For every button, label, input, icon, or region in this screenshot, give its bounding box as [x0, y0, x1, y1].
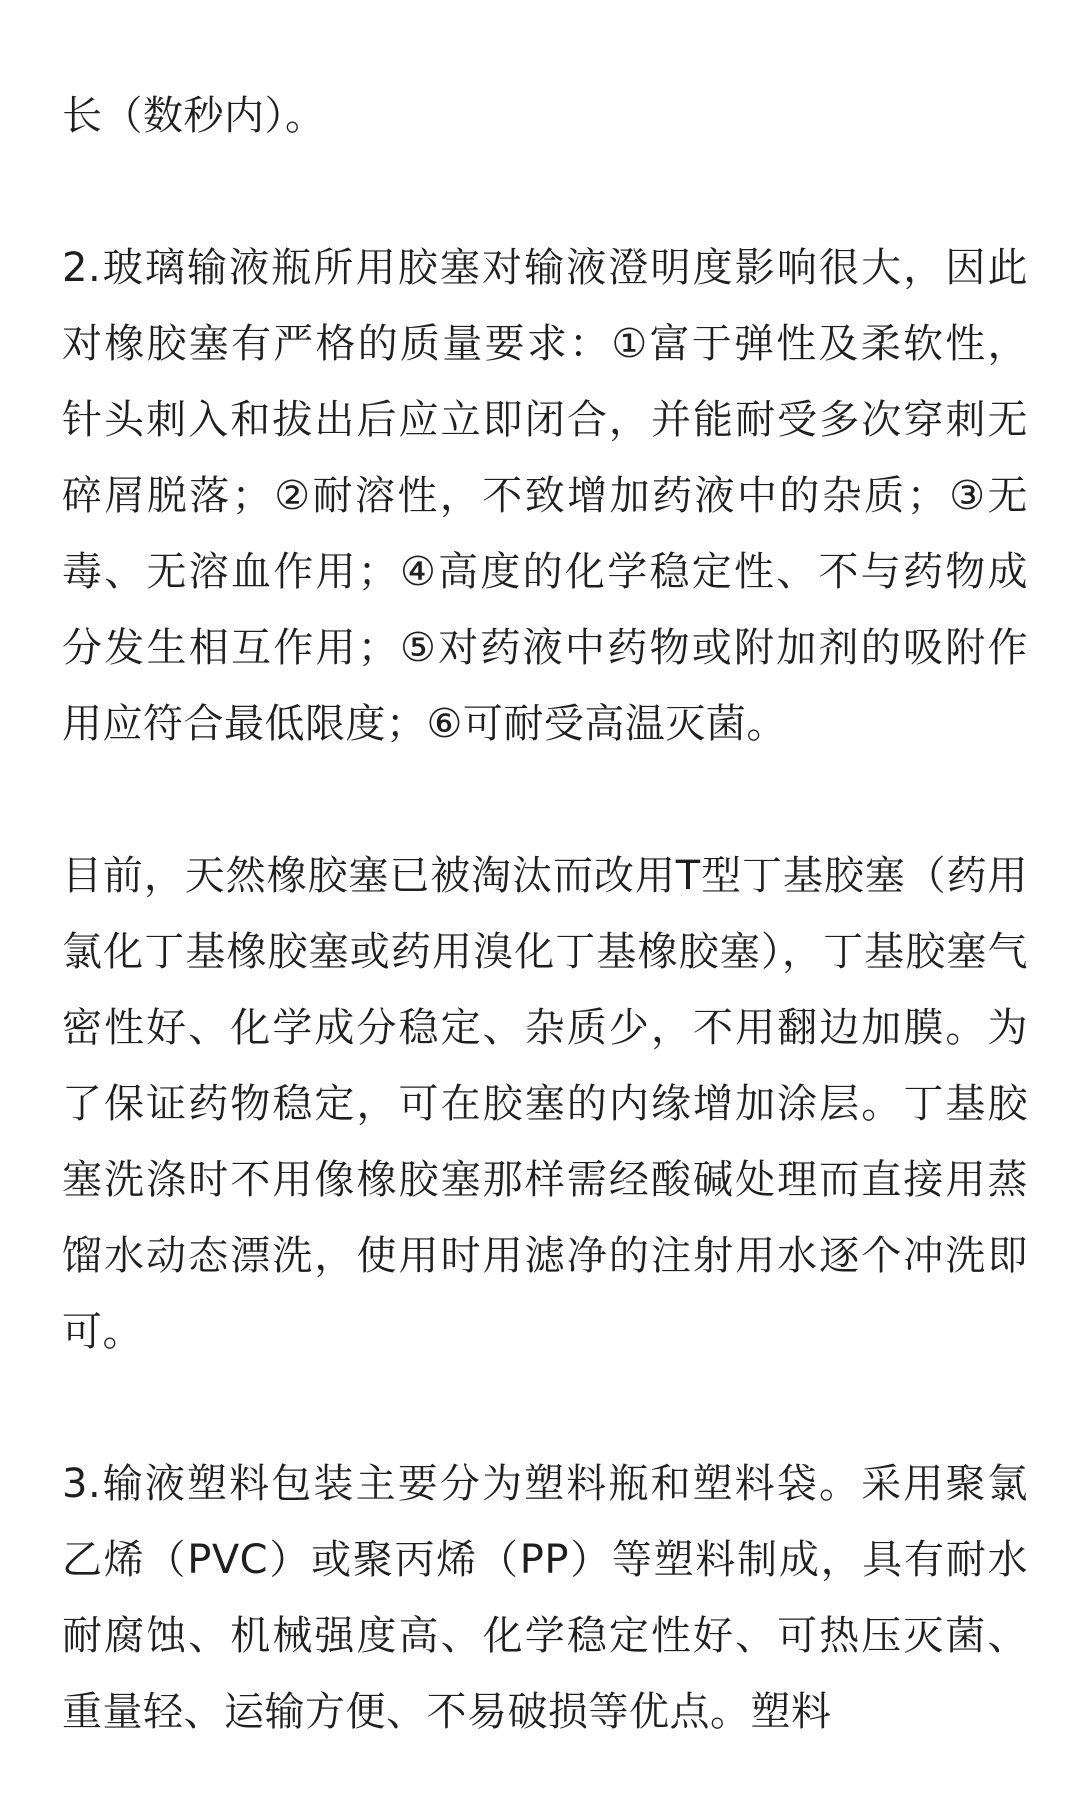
paragraph-3: 目前，天然橡胶塞已被淘汰而改用T型丁基胶塞（药用氯化丁基橡胶塞或药用溴化丁基橡胶塞），丁基胶塞气密性好、化学成分稳定、杂质少，不用翻边加膜。为了保证药物稳定，可在胶塞的内缘增加涂层。丁基胶塞洗涤时不用像橡胶塞那样需经酸碱处理而直接用蒸馏水动态漂洗，使用时用滤净的注射用水逐个冲洗即可。: [62, 853, 1028, 1355]
paragraph-1: 长（数秒内）。: [62, 93, 326, 139]
article-body: [62, 78, 1028, 1750]
paragraph-2: 2.玻璃输液瓶所用胶塞对输液澄明度影响很大，因此对橡胶塞有严格的质量要求：①富于弹性及柔软性，针头刺入和拔出后应立即闭合，并能耐受多次穿刺无碎屑脱落；②耐溶性，不致增加药液中的杂质；③无毒、无溶血作用；④高度的化学稳定性、不与药物成分发生相互作用；⑤对药液中药物或附加剂的吸附作用应符合最低限度；⑥可耐受高温灭菌。: [62, 245, 1028, 747]
paragraph-4: 3.输液塑料包装主要分为塑料瓶和塑料袋。采用聚氯乙烯（PVC）或聚丙烯（PP）等塑料制成，具有耐水耐腐蚀、机械强度高、化学稳定性好、可热压灭菌、重量轻、运输方便、不易破损等优点。塑料: [62, 1461, 1028, 1735]
